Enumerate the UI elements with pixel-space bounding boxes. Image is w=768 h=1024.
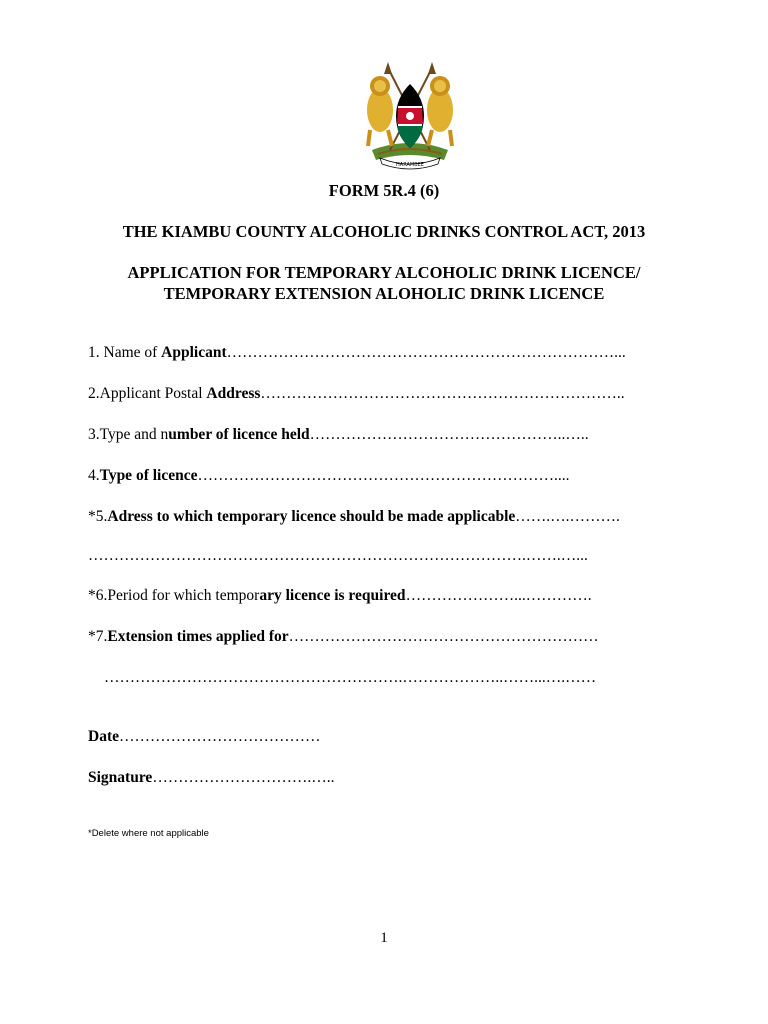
page-number: 1: [380, 930, 388, 946]
field-postal-address[interactable]: [88, 385, 688, 403]
field-label-bold: Signature: [88, 769, 153, 786]
field-fill-dots: ……………………………………………………………....: [197, 467, 570, 484]
field-fill-dots: …….….……….: [515, 508, 620, 525]
field-label: *7.: [88, 628, 108, 645]
field-label-bold: Address: [206, 385, 261, 402]
field-fill-dots: ………………………………………………….………………..……...….……: [104, 669, 597, 686]
field-fill-dots: ……………………………………………………………..: [260, 385, 625, 402]
field-label: 2.Applicant Postal: [88, 385, 207, 402]
field-label-bold: Date: [88, 728, 119, 745]
field-type-of-licence[interactable]: [88, 467, 688, 485]
field-applicant-name[interactable]: [88, 344, 688, 362]
field-temporary-address[interactable]: [88, 508, 688, 526]
field-signature[interactable]: [88, 769, 688, 787]
field-label: 3.Type and n: [88, 426, 169, 443]
field-label: 1. Name of: [88, 344, 162, 361]
field-label: 4.: [88, 467, 100, 484]
field-extension-times[interactable]: [88, 628, 688, 646]
form-number: FORM 5R.4 (6): [328, 181, 440, 200]
field-label-bold: Extension times applied for: [107, 628, 289, 645]
act-title: THE KIAMBU COUNTY ALCOHOLIC DRINKS CONTROL ACT, 2013: [122, 222, 646, 241]
field-fill-dots: ……………………………………………………: [288, 628, 599, 645]
field-fill-dots: ………………………….…..: [152, 769, 335, 786]
field-label-bold: ary licence is required: [259, 587, 406, 604]
field-licence-held[interactable]: [88, 426, 688, 444]
field-fill-dots: …………………...………….: [405, 587, 592, 604]
emblem-motto: HARAMBEE: [396, 162, 424, 168]
kenya-coat-of-arms-icon: [358, 58, 462, 170]
field-extension-times-continued[interactable]: [104, 669, 688, 687]
field-label-bold: Applicant: [161, 344, 227, 361]
field-label: *5.: [88, 508, 108, 525]
application-title-line1: APPLICATION FOR TEMPORARY ALCOHOLIC DRINK LICENCE/: [127, 263, 641, 282]
field-fill-dots: …………………………………………..…..: [309, 426, 589, 443]
application-title-line2: TEMPORARY EXTENSION ALOHOLIC DRINK LICENCE: [163, 284, 605, 303]
field-label-bold: umber of licence held: [168, 426, 310, 443]
field-label-bold: Type of licence: [99, 467, 198, 484]
field-fill-dots: …………………………………: [119, 728, 321, 745]
field-date[interactable]: [88, 728, 688, 746]
footnote: *Delete where not applicable: [88, 828, 209, 839]
field-label: *6.Period for which tempor: [88, 587, 260, 604]
field-fill-dots: ………………………………………………………………………….…….…...: [88, 547, 588, 564]
field-fill-dots: …………………………………………………………………...: [226, 344, 626, 361]
field-licence-period[interactable]: [88, 587, 688, 605]
field-label-bold: Adress to which temporary licence should be made applicable: [107, 508, 516, 525]
field-temporary-address-continued[interactable]: [88, 547, 688, 565]
